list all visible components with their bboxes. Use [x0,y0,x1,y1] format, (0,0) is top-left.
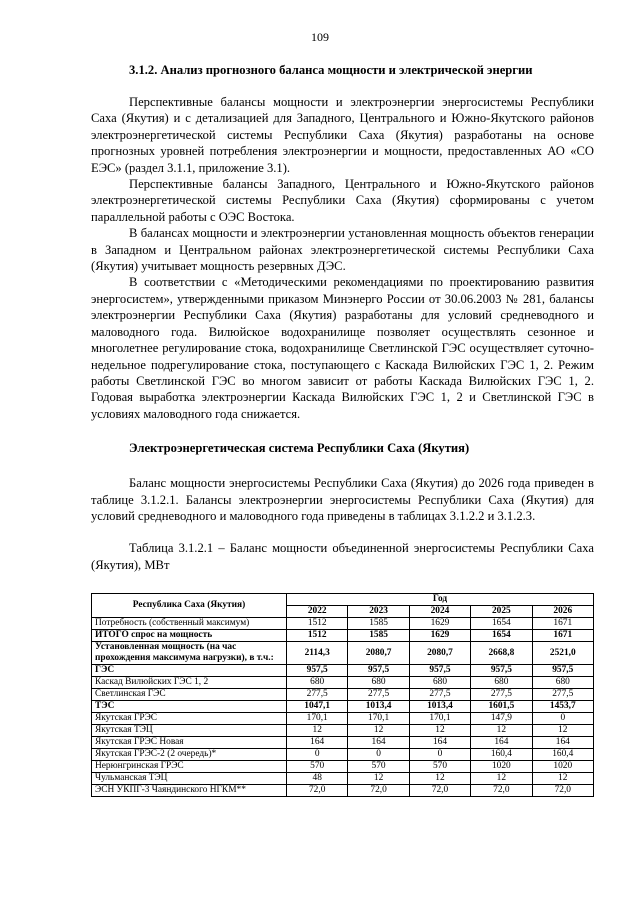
table-cell: 2114,3 [287,642,348,665]
paragraph-4: В соответствии с «Методическими рекомендациями по проектированию развития энергосистем», утвержденными приказом Минэнерго России от 30.06.2003 № 281, балансы электроэнергии Республики Саха (Якутия) разработаны для условий средневодного и маловодного года. Вилюйское водохранилище позволяет осуществлять сезонное и многолетнее регулирование стока, водохранилище Светлинской ГЭС осуществляет суточно-недельное подрегулирование стока, поступающего с Каскада Вилюйских ГЭС 1, 2. Режим работы Светлинской ГЭС во многом зависит от работы Каскада Вилюйских ГЭС 1, 2. Годовая выработка электроэнергии Каскада Вилюйских ГЭС 1, 2 и Светлинской ГЭС в условиях маловодного года снижается. [91,275,594,421]
year-group-header: Год [287,594,594,606]
table-cell: 277,5 [409,689,470,701]
table-cell: 1013,4 [348,701,409,713]
row-label: Светлинская ГЭС [92,689,287,701]
table-cell: 957,5 [471,665,532,677]
table-cell: 0 [287,749,348,761]
table-row [92,725,594,737]
subsection-paragraph: Баланс мощности энергосистемы Республики Саха (Якутия) до 2026 года приведен в таблице 3.1.2.1. Балансы электроэнергии энергосистемы Республики Саха (Якутия) для условий средневодного и маловодного года приведены в таблицах 3.1.2.2 и 3.1.2.3. [91,476,594,523]
table-cell: 72,0 [532,785,593,797]
row-label: ГЭС [92,665,287,677]
table-cell: 1047,1 [287,701,348,713]
table-cell: 570 [409,761,470,773]
table-cell: 2668,8 [471,642,532,665]
table-cell: 277,5 [471,689,532,701]
table-cell: 164 [287,737,348,749]
table-cell: 12 [532,773,593,785]
table-cell: 277,5 [287,689,348,701]
table-cell: 164 [532,737,593,749]
table-row [92,689,594,701]
row-label: Якутская ГРЭС-2 (2 очередь)* [92,749,287,761]
table-row [92,713,594,725]
table-cell: 12 [471,773,532,785]
year-header: 2024 [409,606,470,618]
subsection-title: Электроэнергетическая система Республики Саха (Якутия) [129,441,470,456]
table-cell: 72,0 [409,785,470,797]
row-header: Республика Саха (Якутия) [92,594,287,618]
table-cell: 164 [471,737,532,749]
table-cell: 1453,7 [532,701,593,713]
table-body [92,618,594,797]
row-label: Якутская ТЭЦ [92,725,287,737]
table-cell: 12 [471,725,532,737]
table-cell: 277,5 [532,689,593,701]
table-cell: 1629 [409,618,470,630]
table-cell: 680 [409,677,470,689]
table-row [92,701,594,713]
year-header: 2023 [348,606,409,618]
table-cell: 164 [348,737,409,749]
table-cell: 680 [287,677,348,689]
table-row [92,665,594,677]
table-cell: 72,0 [471,785,532,797]
paragraph-1: Перспективные балансы мощности и электроэнергии энергосистемы Республики Саха (Якутия) и с детализацией для Западного, Центрального и Южно-Якутского районов электроэнергетической системы Республики Саха (Якутия) разработаны на основе прогнозных уровней потребления электроэнергии и мощности, предоставленных АО «СО ЕЭС» (раздел 3.1.1, приложение 3.1). [91,95,594,175]
table-cell: 1020 [532,761,593,773]
table-cell: 1512 [287,630,348,642]
table-cell: 170,1 [287,713,348,725]
table-cell: 1671 [532,630,593,642]
table-cell: 0 [348,749,409,761]
row-label: Установленная мощность (на час прохождения максимума нагрузки), в т.ч.: [92,642,287,665]
table-row [92,773,594,785]
row-label: ТЭС [92,701,287,713]
year-header: 2025 [471,606,532,618]
table-cell: 957,5 [348,665,409,677]
row-label: Якутская ГРЭС Новая [92,737,287,749]
table-cell: 170,1 [409,713,470,725]
table-cell: 277,5 [348,689,409,701]
table-cell: 570 [348,761,409,773]
table-row [92,677,594,689]
table-cell: 1671 [532,618,593,630]
row-label: Потребность (собственный максимум) [92,618,287,630]
table-cell: 2521,0 [532,642,593,665]
table-cell: 12 [287,725,348,737]
table-cell: 1654 [471,618,532,630]
document-body [91,56,594,797]
table-cell: 12 [348,725,409,737]
table-cell: 957,5 [287,665,348,677]
table-cell: 1020 [471,761,532,773]
table-cell: 680 [532,677,593,689]
table-cell: 170,1 [348,713,409,725]
table-cell: 2080,7 [348,642,409,665]
table-caption: Таблица 3.1.2.1 – Баланс мощности объединенной энергосистемы Республики Саха (Якутия), МВт [91,541,594,572]
row-label: ЭСН УКПГ-3 Чаяндинского НГКМ** [92,785,287,797]
table-cell: 164 [409,737,470,749]
table-row [92,785,594,797]
table-cell: 160,4 [532,749,593,761]
table-cell: 1585 [348,630,409,642]
table-cell: 1512 [287,618,348,630]
table-cell: 160,4 [471,749,532,761]
table-cell: 957,5 [409,665,470,677]
table-cell: 72,0 [348,785,409,797]
table-cell: 12 [348,773,409,785]
table-cell: 1654 [471,630,532,642]
year-header: 2022 [287,606,348,618]
table-cell: 48 [287,773,348,785]
table-row [92,642,594,665]
table-cell: 147,9 [471,713,532,725]
section-title: 3.1.2. Анализ прогнозного баланса мощности и электрической энергии [129,63,533,77]
table-cell: 0 [409,749,470,761]
page-number: 109 [311,30,329,44]
paragraph-3: В балансах мощности и электроэнергии установленная мощность объектов генерации в Западном и Центральном районах электроэнергетической системы Республики Саха (Якутия) учитывает мощность резервных ДЭС. [91,226,594,274]
table-cell: 2080,7 [409,642,470,665]
table-cell: 0 [532,713,593,725]
table-cell: 1013,4 [409,701,470,713]
table-cell: 72,0 [287,785,348,797]
paragraph-2: Перспективные балансы Западного, Центрального и Южно-Якутского районов электроэнергетической системы Республики Саха (Якутия) сформированы с учетом параллельной работы с ОЭС Востока. [91,177,594,224]
table-row [92,749,594,761]
year-header: 2026 [532,606,593,618]
table-cell: 1585 [348,618,409,630]
table-cell: 680 [471,677,532,689]
power-balance-table [91,593,594,797]
table-cell: 1629 [409,630,470,642]
table-cell: 570 [287,761,348,773]
table-cell: 957,5 [532,665,593,677]
table-cell: 1601,5 [471,701,532,713]
table-row [92,618,594,630]
row-label: Нерюнгринская ГРЭС [92,761,287,773]
table-cell: 680 [348,677,409,689]
table-cell: 12 [532,725,593,737]
row-label: ИТОГО спрос на мощность [92,630,287,642]
row-label: Каскад Вилюйских ГЭС 1, 2 [92,677,287,689]
table-row [92,761,594,773]
row-label: Чульманская ТЭЦ [92,773,287,785]
table-row [92,630,594,642]
row-label: Якутская ГРЭС [92,713,287,725]
table-row [92,737,594,749]
table-cell: 12 [409,773,470,785]
table-cell: 12 [409,725,470,737]
